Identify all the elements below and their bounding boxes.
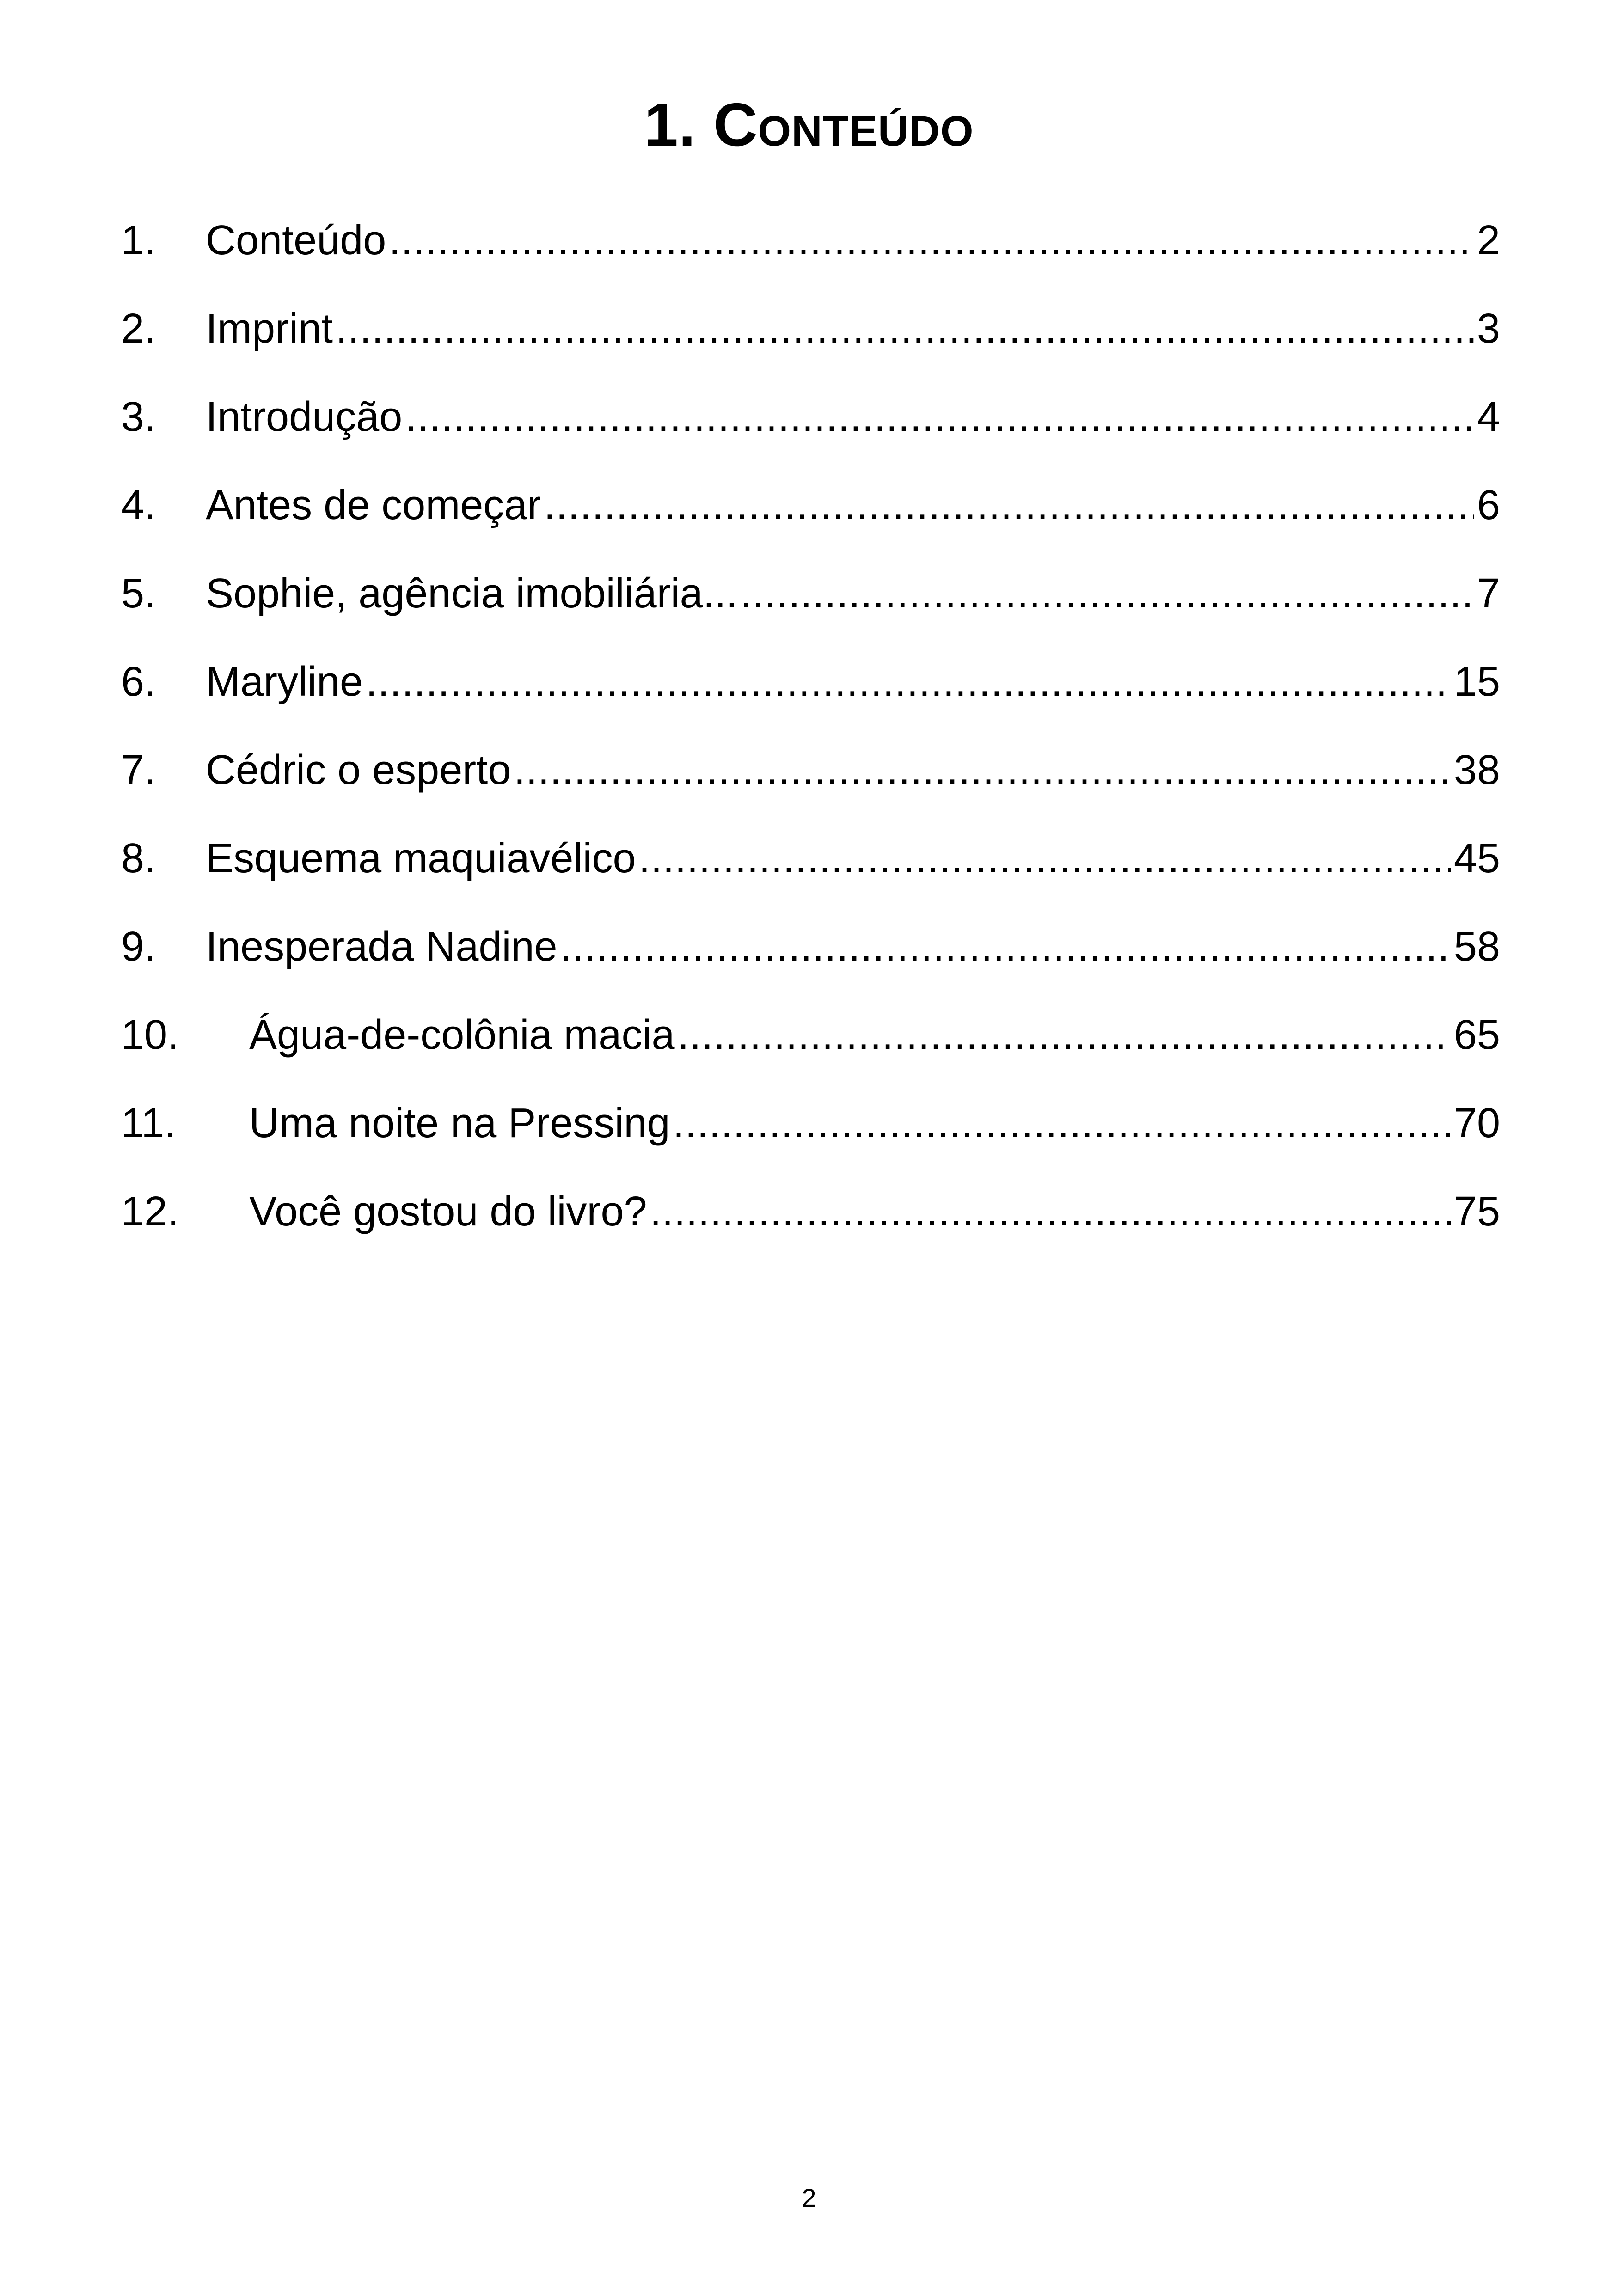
dot-leader: [639, 835, 1451, 882]
toc-entry-page: 70: [1453, 1100, 1500, 1146]
toc-entry-label[interactable]: Você gostou do livro?: [249, 1188, 647, 1235]
dot-leader: [650, 1188, 1451, 1235]
dot-leader: [741, 570, 1474, 617]
toc-entry[interactable]: [121, 306, 1500, 394]
toc-entry-number: 8.: [121, 835, 156, 882]
toc-entry[interactable]: [121, 217, 1500, 306]
toc-entry[interactable]: [121, 1188, 1500, 1277]
toc-entry-number: 12.: [121, 1188, 179, 1235]
toc-entry-page: 75: [1453, 1188, 1500, 1235]
title-number: 1.: [644, 91, 696, 159]
toc-entry-number: 10.: [121, 1012, 179, 1058]
toc-entry-number: 4.: [121, 482, 156, 528]
toc-entry[interactable]: [121, 747, 1500, 835]
toc-entry-number: 3.: [121, 394, 156, 440]
toc-entry-page: 4: [1477, 394, 1500, 440]
toc-entry-number: 11.: [121, 1100, 176, 1146]
dot-leader: [514, 747, 1451, 793]
title-text: Conteúdo: [713, 91, 974, 159]
toc-entry-label[interactable]: Maryline: [206, 659, 363, 705]
toc-entry[interactable]: [121, 924, 1500, 1012]
page-number: 2: [802, 2183, 816, 2212]
toc-entry-label[interactable]: Introdução: [206, 394, 403, 440]
toc-entry-label[interactable]: Imprint: [206, 306, 333, 352]
toc-entry-number: 1.: [121, 217, 156, 263]
toc-entry-page: 65: [1453, 1012, 1500, 1058]
toc-entry-label[interactable]: Sophie, agência imobiliária...: [206, 570, 738, 617]
toc-entry-page: 58: [1453, 924, 1500, 970]
toc-entry-label[interactable]: Uma noite na Pressing: [249, 1100, 670, 1146]
page-title: [0, 88, 1618, 162]
toc-entry-label[interactable]: Conteúdo: [206, 217, 386, 263]
toc-entry-page: 7: [1477, 570, 1500, 617]
toc-entry[interactable]: [121, 835, 1500, 924]
dot-leader: [405, 394, 1474, 440]
toc-entry-page: 15: [1453, 659, 1500, 705]
dot-leader: [336, 306, 1474, 352]
toc-entry[interactable]: [121, 570, 1500, 659]
toc-entry[interactable]: [121, 1100, 1500, 1188]
dot-leader: [544, 482, 1474, 528]
dot-leader: [366, 659, 1451, 705]
toc-entry-page: 45: [1453, 835, 1500, 882]
toc-entry[interactable]: [121, 394, 1500, 482]
toc-entry[interactable]: [121, 482, 1500, 570]
toc-entry-page: 6: [1477, 482, 1500, 528]
toc-entry-label[interactable]: Inesperada Nadine: [206, 924, 558, 970]
toc-entry-label[interactable]: Esquema maquiavélico: [206, 835, 636, 882]
toc-entry-number: 6.: [121, 659, 156, 705]
toc-entry[interactable]: [121, 1012, 1500, 1100]
toc-entry-number: 9.: [121, 924, 156, 970]
dot-leader: [673, 1100, 1451, 1146]
toc-entry-number: 2.: [121, 306, 156, 352]
toc-entry[interactable]: [121, 659, 1500, 747]
toc-entry-page: 2: [1477, 217, 1500, 263]
toc-entry-page: 3: [1477, 306, 1500, 352]
toc-entry-number: 7.: [121, 747, 156, 793]
toc-entry-label[interactable]: Antes de começar: [206, 482, 541, 528]
dot-leader: [678, 1012, 1451, 1058]
table-of-contents: [121, 217, 1500, 1277]
toc-entry-label[interactable]: Água-de-colônia macia: [249, 1012, 675, 1058]
toc-entry-page: 38: [1453, 747, 1500, 793]
dot-leader: [560, 924, 1451, 970]
toc-entry-number: 5.: [121, 570, 156, 617]
dot-leader: [389, 217, 1474, 263]
toc-entry-label[interactable]: Cédric o esperto: [206, 747, 511, 793]
